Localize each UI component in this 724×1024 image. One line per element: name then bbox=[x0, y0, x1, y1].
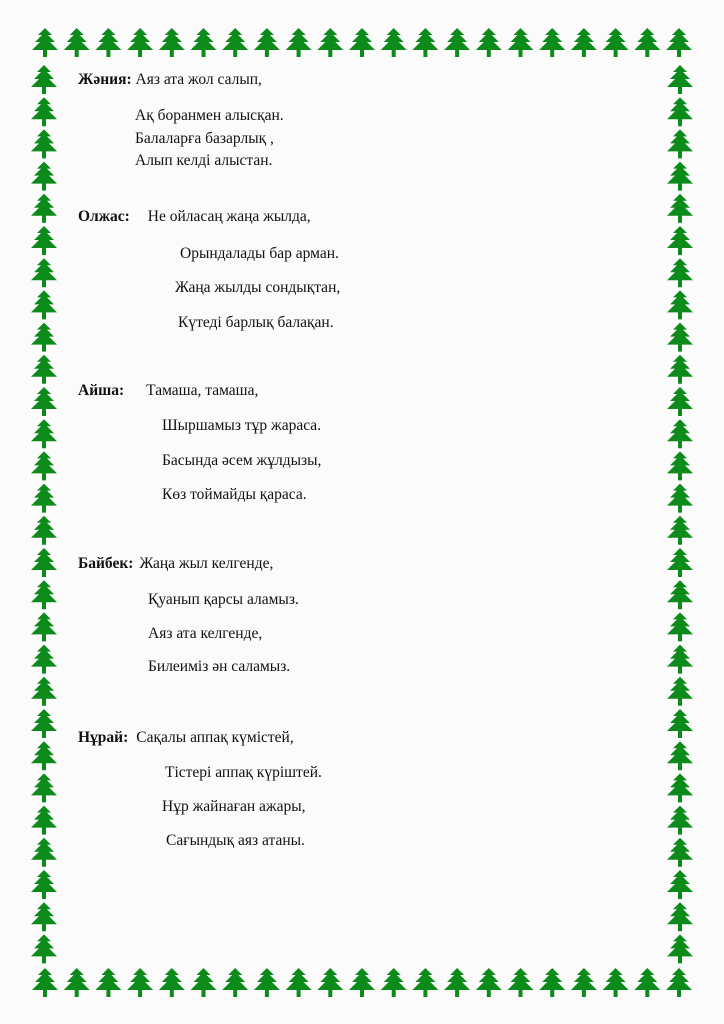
fir-tree-icon bbox=[286, 28, 312, 57]
fir-tree-icon bbox=[603, 28, 629, 57]
fir-tree-icon bbox=[667, 290, 693, 319]
fir-tree-icon bbox=[317, 968, 343, 997]
fir-tree-icon bbox=[31, 645, 57, 674]
fir-tree-icon bbox=[667, 484, 693, 513]
fir-tree-icon bbox=[539, 968, 565, 997]
fir-tree-icon bbox=[667, 419, 693, 448]
fir-tree-icon bbox=[64, 968, 90, 997]
fir-tree-icon bbox=[64, 28, 90, 57]
fir-tree-icon bbox=[667, 194, 693, 223]
fir-tree-icon bbox=[667, 870, 693, 899]
fir-tree-icon bbox=[381, 28, 407, 57]
fir-tree-icon bbox=[571, 968, 597, 997]
verse-line: Сақалы аппақ күмістей, bbox=[136, 729, 294, 746]
fir-tree-icon bbox=[667, 548, 693, 577]
fir-tree-icon bbox=[32, 968, 58, 997]
verse-line: Орындалады бар арман. bbox=[180, 245, 339, 262]
fir-tree-icon bbox=[95, 968, 121, 997]
fir-tree-icon bbox=[667, 355, 693, 384]
fir-tree-icon bbox=[667, 773, 693, 802]
fir-tree-icon bbox=[539, 28, 565, 57]
fir-tree-icon bbox=[31, 387, 57, 416]
fir-tree-icon bbox=[667, 709, 693, 738]
fir-tree-icon bbox=[31, 129, 57, 158]
fir-tree-icon bbox=[31, 773, 57, 802]
fir-tree-icon bbox=[222, 28, 248, 57]
fir-tree-icon bbox=[31, 323, 57, 352]
verse-line: Күтеді барлық балақан. bbox=[178, 314, 334, 331]
fir-tree-icon bbox=[31, 355, 57, 384]
fir-tree-icon bbox=[31, 258, 57, 287]
stanza-2-first-line bbox=[78, 208, 311, 226]
fir-tree-icon bbox=[286, 968, 312, 997]
fir-tree-icon bbox=[412, 28, 438, 57]
fir-tree-icon bbox=[476, 28, 502, 57]
speaker-name: Байбек: bbox=[78, 555, 134, 572]
verse-line: Қуанып қарсы аламыз. bbox=[148, 591, 299, 608]
verse-line: Басында әсем жұлдызы, bbox=[162, 452, 322, 469]
fir-tree-icon bbox=[31, 870, 57, 899]
fir-tree-icon bbox=[667, 65, 693, 94]
fir-tree-icon bbox=[667, 258, 693, 287]
fir-tree-icon bbox=[31, 451, 57, 480]
verse-line: Ақ боранмен алысқан. bbox=[135, 107, 284, 124]
fir-tree-icon bbox=[349, 28, 375, 57]
fir-tree-icon bbox=[159, 28, 185, 57]
fir-tree-icon bbox=[666, 968, 692, 997]
fir-tree-icon bbox=[667, 97, 693, 126]
fir-tree-icon bbox=[31, 709, 57, 738]
fir-tree-icon bbox=[571, 28, 597, 57]
fir-tree-icon bbox=[667, 226, 693, 255]
verse-line: Аяз ата келгенде, bbox=[148, 625, 263, 642]
fir-tree-icon bbox=[667, 451, 693, 480]
verse-line: Сағындық аяз атаны. bbox=[166, 832, 305, 849]
fir-tree-icon bbox=[666, 28, 692, 57]
fir-tree-icon bbox=[222, 968, 248, 997]
fir-tree-icon bbox=[667, 516, 693, 545]
verse-line: Жаңа жылды сондықтан, bbox=[175, 279, 341, 296]
fir-tree-icon bbox=[127, 28, 153, 57]
verse-line: Шыршамыз тұр жараса. bbox=[162, 417, 322, 434]
stanza-4-first-line bbox=[78, 555, 273, 573]
fir-tree-icon bbox=[667, 806, 693, 835]
fir-tree-icon bbox=[349, 968, 375, 997]
stanza-3-first-line bbox=[78, 382, 258, 400]
speaker-name: Жәния: bbox=[78, 71, 132, 88]
fir-tree-icon bbox=[667, 162, 693, 191]
fir-tree-icon bbox=[31, 65, 57, 94]
fir-tree-icon bbox=[31, 838, 57, 867]
fir-tree-icon bbox=[31, 741, 57, 770]
fir-tree-icon bbox=[31, 162, 57, 191]
verse-line: Көз тоймайды қараса. bbox=[162, 486, 307, 503]
fir-tree-icon bbox=[31, 806, 57, 835]
verse-line: Билеиміз ән саламыз. bbox=[148, 658, 291, 675]
stanza-5-first-line bbox=[78, 729, 294, 747]
fir-tree-icon bbox=[634, 28, 660, 57]
fir-tree-icon bbox=[508, 28, 534, 57]
verse-line: Аяз ата жол салып, bbox=[135, 71, 262, 88]
fir-tree-icon bbox=[31, 97, 57, 126]
fir-tree-icon bbox=[31, 580, 57, 609]
fir-tree-icon bbox=[508, 968, 534, 997]
fir-tree-icon bbox=[317, 28, 343, 57]
fir-tree-icon bbox=[31, 484, 57, 513]
fir-tree-icon bbox=[159, 968, 185, 997]
verse-line: Тістері аппақ күріштей. bbox=[165, 764, 322, 781]
stanza-1-first-line bbox=[78, 71, 262, 89]
fir-tree-icon bbox=[444, 28, 470, 57]
verse-line: Алып келді алыстан. bbox=[135, 152, 273, 169]
verse-line: Балаларға базарлық , bbox=[135, 130, 274, 147]
speaker-name: Айша: bbox=[78, 382, 125, 399]
verse-line: Жаңа жыл келгенде, bbox=[139, 555, 274, 572]
fir-tree-icon bbox=[31, 290, 57, 319]
fir-tree-icon bbox=[31, 902, 57, 931]
fir-tree-icon bbox=[31, 516, 57, 545]
fir-tree-icon bbox=[381, 968, 407, 997]
fir-tree-icon bbox=[667, 323, 693, 352]
speaker-name: Нұрай: bbox=[78, 729, 129, 746]
speaker-name: Олжас: bbox=[78, 208, 130, 225]
fir-tree-icon bbox=[667, 741, 693, 770]
fir-tree-icon bbox=[667, 902, 693, 931]
fir-tree-icon bbox=[31, 548, 57, 577]
verse-line: Тамаша, тамаша, bbox=[146, 382, 259, 399]
fir-tree-icon bbox=[254, 968, 280, 997]
fir-tree-icon bbox=[603, 968, 629, 997]
fir-tree-icon bbox=[95, 28, 121, 57]
verse-line: Нұр жайнаған ажары, bbox=[162, 798, 306, 815]
fir-tree-icon bbox=[412, 968, 438, 997]
fir-tree-icon bbox=[32, 28, 58, 57]
fir-tree-icon bbox=[667, 612, 693, 641]
fir-tree-icon bbox=[667, 934, 693, 963]
verse-line: Не ойласаң жаңа жылда, bbox=[147, 208, 311, 225]
fir-tree-icon bbox=[476, 968, 502, 997]
fir-tree-icon bbox=[127, 968, 153, 997]
fir-tree-icon bbox=[191, 28, 217, 57]
fir-tree-icon bbox=[667, 580, 693, 609]
fir-tree-icon bbox=[667, 645, 693, 674]
fir-tree-icon bbox=[31, 934, 57, 963]
fir-tree-icon bbox=[634, 968, 660, 997]
fir-tree-icon bbox=[667, 677, 693, 706]
fir-tree-icon bbox=[31, 419, 57, 448]
fir-tree-icon bbox=[191, 968, 217, 997]
fir-tree-icon bbox=[31, 194, 57, 223]
fir-tree-icon bbox=[254, 28, 280, 57]
fir-tree-icon bbox=[31, 677, 57, 706]
fir-tree-icon bbox=[31, 612, 57, 641]
fir-tree-icon bbox=[667, 838, 693, 867]
fir-tree-icon bbox=[444, 968, 470, 997]
fir-tree-icon bbox=[667, 387, 693, 416]
fir-tree-icon bbox=[31, 226, 57, 255]
fir-tree-icon bbox=[667, 129, 693, 158]
